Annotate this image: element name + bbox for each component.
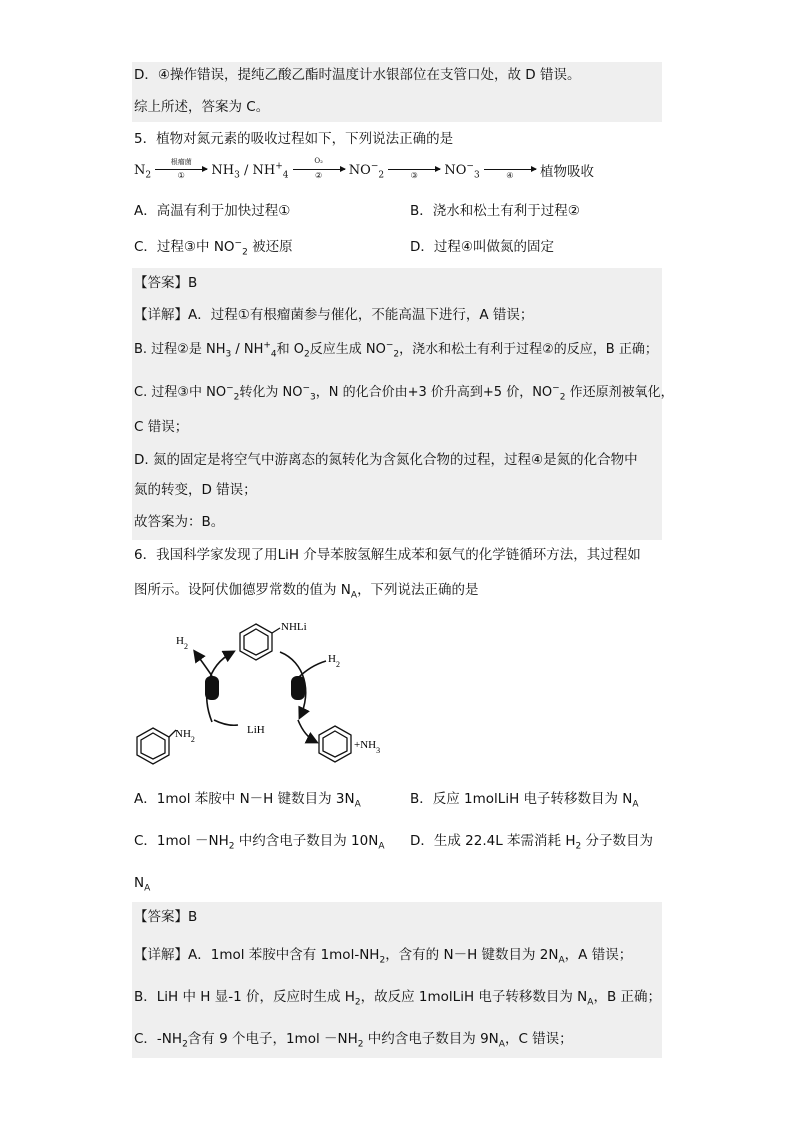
catalyst-capsule-left bbox=[205, 676, 219, 700]
q5-option-c: C．过程③中 $NO^-_2$ 被还原 bbox=[134, 238, 293, 258]
q6-stem-1: 6．我国科学家发现了用LiH 介导苯胺氢解生成苯和氨气的化学链循环方法，其过程如 bbox=[134, 547, 641, 563]
eq-no2: $NO^-_2$ bbox=[348, 161, 385, 181]
eq-arrow-2: O₂ ② bbox=[293, 163, 345, 177]
lih-label: LiH bbox=[247, 724, 265, 736]
q5-option-a: A．高温有利于加快过程① bbox=[134, 203, 291, 219]
q5-answer: 【答案】B bbox=[134, 275, 198, 291]
h2-right-label: $H_2$ bbox=[328, 653, 340, 669]
benzene-ring bbox=[319, 726, 351, 762]
q5-option-d: D．过程④叫做氮的固定 bbox=[410, 239, 554, 255]
eq-arrow-4: ④ bbox=[484, 163, 536, 177]
q5-option-b: B．浇水和松土有利于过程② bbox=[410, 203, 580, 219]
q5-detail-b: B. 过程②是 $NH_3 / NH^+_4$和 $O_2$反应生成 $NO^-_2$，浇水和松土有利于过程②的反应，B 正确； bbox=[134, 340, 658, 360]
q6-option-c: C．$1mol -NH_2$ 中约含电子数目为 $10N_A$ bbox=[134, 833, 385, 852]
eq-n2: $N_2$ bbox=[134, 162, 152, 181]
q6-answer: 【答案】B bbox=[134, 909, 198, 925]
q5-detail-a: 【详解】A．过程①有根瘤菌参与催化，不能高温下进行，A 错误； bbox=[134, 307, 534, 323]
lih-cycle-diagram bbox=[130, 612, 400, 772]
eq-no3: $NO^-_3$ bbox=[444, 161, 480, 181]
q6-detail-a: 【详解】A．1mol 苯胺中含有 $1mol-NH_2$，含有的 N－H 键数目为 $2N_A$，A 错误； bbox=[134, 947, 633, 966]
q6-detail-c: C．$-NH_2$含有 9 个电子，$1mol -NH_2$ 中约含电子数目为 $9N_A$，C 错误； bbox=[134, 1031, 573, 1050]
q6-option-b: B．反应 1molLiH 电子转移数目为 $N_A$ bbox=[410, 791, 639, 810]
top-line-d: D．④操作错误，提纯乙酸乙酯时温度计水银部位在支管口处，故 D 错误。 bbox=[134, 67, 581, 83]
aniline-benzene-ring bbox=[137, 728, 176, 764]
eq-plant-absorption: 植物吸收 bbox=[539, 164, 594, 180]
q5-detail-c-cont: C 错误； bbox=[134, 419, 189, 435]
top-summary: 综上所述，答案为 C。 bbox=[134, 99, 270, 115]
q5-detail-d-1: D. 氮的固定是将空气中游离态的氮转化为含氮化合物的过程，过程④是氮的化合物中 bbox=[134, 452, 638, 468]
nhli-label: NHLi bbox=[281, 621, 307, 633]
eq-nh3-nh4: $NH_3 / NH^+_4$ bbox=[211, 161, 289, 181]
eq-arrow-3: ③ bbox=[388, 163, 440, 177]
q6-option-a: A．1mol 苯胺中 N－H 键数目为 $3N_A$ bbox=[134, 791, 361, 810]
eq-arrow-1: 根瘤菌 ① bbox=[155, 163, 207, 177]
catalyst-capsule-right bbox=[291, 676, 305, 700]
q6-option-d: D．生成 22.4L 苯需消耗 $H_2$ 分子数目为 bbox=[410, 833, 654, 852]
nh3-label: $+NH_3$ bbox=[354, 739, 381, 755]
q5-final: 故答案为：B。 bbox=[134, 514, 225, 530]
h2-left-label: $H_2$ bbox=[176, 635, 188, 651]
q6-detail-b: B．LiH 中 H 显-1 价，反应时生成 $H_2$，故反应 1molLiH 电子转移数目为 $N_A$，B 正确； bbox=[134, 989, 662, 1008]
q5-stem: 5．植物对氮元素的吸收过程如下，下列说法正确的是 bbox=[134, 131, 454, 147]
q6-stem-2: 图所示。设阿伏伽德罗常数的值为 $N_A$，下列说法正确的是 bbox=[134, 582, 479, 601]
nh2-label: $NH_2$ bbox=[175, 728, 195, 744]
q6-option-d-cont: $N_A$ bbox=[134, 875, 151, 894]
q5-detail-c: C. 过程③中 $NO^-_2$转化为 $NO^-_3$，N 的化合价由+3 价升高到+5 价，$NO^-_2$ 作还原剂被氧化， bbox=[134, 383, 674, 403]
q5-detail-d-2: 氮的转变，D 错误； bbox=[134, 482, 257, 498]
q5-equation bbox=[134, 157, 594, 181]
nhli-benzene-ring bbox=[240, 624, 280, 660]
